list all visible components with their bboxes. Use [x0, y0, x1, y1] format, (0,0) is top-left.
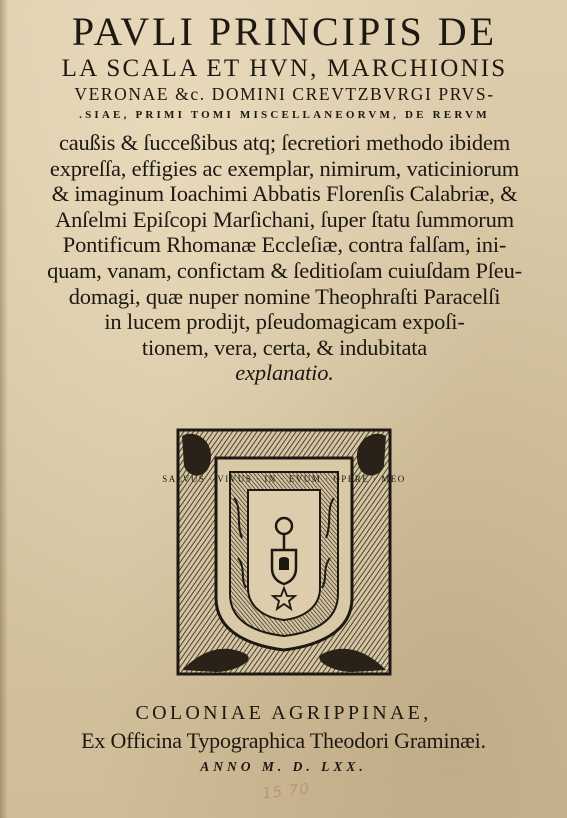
title-line-2: LA SCALA ET HVN, MARCHIONIS — [61, 55, 508, 82]
imprint-printer: Ex Officina Typographica Theodori Graminæi. — [81, 728, 486, 753]
body-line: expreſſa, effigies ac exemplar, nimirum, vaticiniorum — [49, 155, 520, 181]
title-line-1: PAVLI PRINCIPIS DE — [71, 9, 498, 54]
title-body — [22, 130, 547, 386]
imprint-year: ANNO M. D. LXX. — [200, 759, 367, 774]
body-line: Anſelmi Epiſcopi Marſichani, ſuper ſtatu ſummorum — [55, 206, 514, 232]
body-line: tionem, vera, certa, & indubitata — [141, 334, 428, 360]
title-line-3: VERONAE &c. DOMINI CREVTZBVRGI PRVS- — [74, 84, 495, 104]
imprint-city: COLONIAE AGRIPPINAE, — [135, 702, 432, 724]
pencil-shelfmark: 15 70 — [261, 779, 311, 803]
imprint — [20, 700, 547, 778]
title-block — [22, 9, 547, 386]
body-line: domagi, quæ nuper nomine Theophraſti Paracelſi — [68, 283, 501, 309]
body-line: & imaginum Ioachimi Abbatis Florenſis Calabriæ, & — [51, 181, 518, 207]
printer-device-icon — [162, 428, 406, 676]
body-line: in lucem prodijt, pſeudomagicam expoſi- — [104, 309, 465, 335]
body-line: quam, vanam, confictam & ſeditioſam cuiuſdam Pſeu- — [47, 257, 522, 283]
title-line-4: .SIAE, PRIMI TOMI MISCELLANEORVM, DE RERVM — [79, 109, 490, 121]
emblem-motto: SALVUS · VIVUS · IN · EVUM · OPERE · MEO — [162, 474, 406, 484]
body-line: caußis & ſucceßibus atq; ſecretiori methodo ibidem — [58, 130, 511, 155]
body-line: explanatio. — [235, 360, 334, 386]
page-edge-shadow — [0, 0, 8, 818]
body-line: Pontificum Rhomanæ Eccleſiæ, contra falſam, ini- — [62, 232, 507, 258]
